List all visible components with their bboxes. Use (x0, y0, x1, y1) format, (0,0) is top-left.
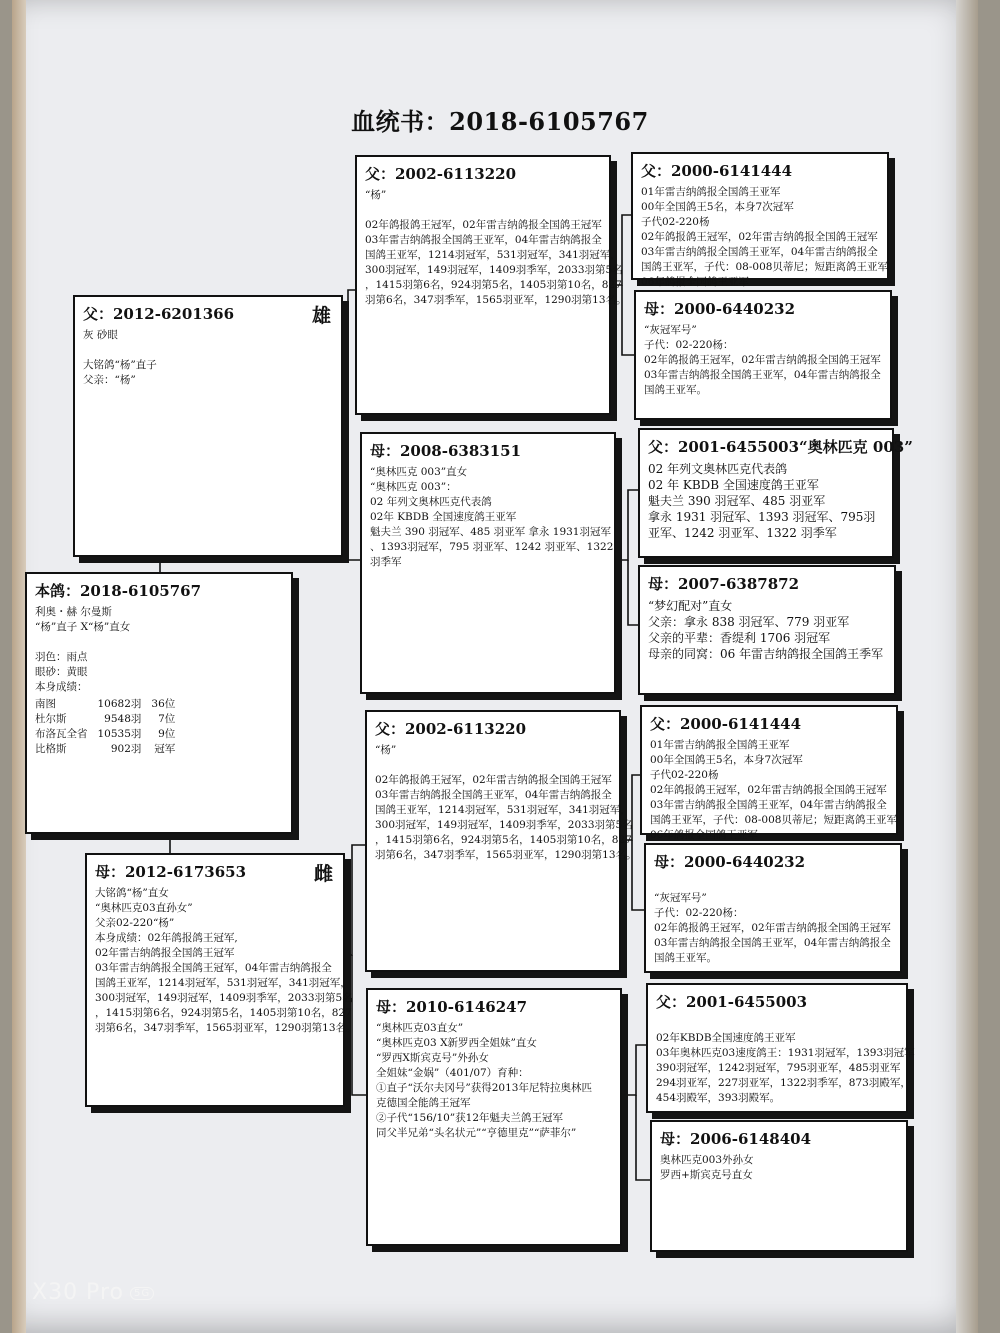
sire-dam-dam-line: 父亲的平辈：香缇利 1706 羽冠军 (648, 631, 831, 645)
race-place: 9位 (158, 728, 176, 740)
dam-dam-dam-header: 母：2006-6148404 (660, 1130, 812, 1148)
dam-dam-line: ①直子“沃尔夫冈号”获得2013年尼特拉奥林匹 (376, 1082, 592, 1094)
sire-sire-sire-line: 01年雷吉纳鸽报全国鸽王亚军 (641, 186, 781, 198)
dam-dam-sire-header: 父：2001-6455003 (656, 993, 808, 1011)
dam-line: “奥林匹克03直孙女” (95, 902, 193, 914)
dam-header: 母：2012-6173653 (95, 863, 247, 881)
sire-sire-sire-line: 子代02-220杨 (641, 216, 710, 228)
dam-sire-sire-line: 06年鸽报全国鸽王亚军 (650, 829, 758, 841)
dam-line: ，1415羽第6名，924羽第5名，1405羽第10名，827 (95, 1007, 352, 1019)
camera-watermark (32, 1280, 154, 1305)
sire-sire-sire-line: 02年鸽报鸽王冠军，02年雷吉纳鸽报全国鸽王冠军 (641, 231, 878, 243)
dam-dam-line: 同父半兄弟“头名状元”“亨德里克”“萨菲尔” (376, 1127, 577, 1139)
sire-sire-dam-card (634, 290, 892, 420)
page-edge-left (12, 0, 26, 1333)
sire-dam-sire-header: 父：2001-6455003“奥林匹克 003” (648, 438, 913, 456)
subject-line: “杨”直子 X“杨”直女 (35, 621, 131, 633)
dam-sire-line (375, 758, 611, 773)
subject-line: 利奥・赫 尔曼斯 (35, 606, 112, 618)
sire-sire-dam-header: 母：2000-6440232 (644, 300, 796, 318)
dam-dam-sire-line: 390羽冠军，1242羽冠军，795羽亚军，485羽亚军 (656, 1062, 901, 1074)
dam-sire-dam-line: 子代：02-220杨： (654, 907, 744, 919)
table-row (35, 727, 185, 742)
table-row (35, 712, 185, 727)
dam-sire-sire-line: 子代02-220杨 (650, 769, 719, 781)
sire-sire-line: 300羽冠军，149羽冠军，1409羽季军，2033羽第5名 (365, 264, 623, 276)
sire-sire-sire-line: 国鸽王亚军，子代：08-008贝蒂尼；短距离鸽王亚军 (641, 261, 888, 273)
dam-sire-sire-line: 02年鸽报鸽王冠军，02年雷吉纳鸽报全国鸽王冠军 (650, 784, 887, 796)
sire-dam-line: 魁夫兰 390 羽冠军、485 羽亚军 拿永 1931羽冠军 (370, 526, 611, 538)
subject-line: 本身成绩： (35, 681, 88, 693)
dam-dam-sire-line: 02年KBDB全国速度鸽王亚军 (656, 1032, 796, 1044)
dam-sire-dam-header: 母：2000-6440232 (654, 853, 806, 871)
dam-sire-sire-line: 01年雷吉纳鸽报全国鸽王亚军 (650, 739, 790, 751)
dam-sire-dam-line (654, 876, 892, 891)
sire-dam-line: “奥林匹克 003”直女 (370, 466, 468, 478)
race-birds: 9548羽 (104, 713, 142, 725)
dam-dam-line: 克德国全能鸽王冠军 (376, 1097, 471, 1109)
dam-line: 羽第6名，347羽季军，1565羽亚军，1290羽第13名。 (95, 1022, 357, 1034)
dam-sire-sire-header: 父：2000-6141444 (650, 715, 802, 733)
dam-sire-dam-line: 国鸽王亚军。 (654, 952, 717, 964)
watermark-text: X30 Pro (32, 1280, 124, 1305)
dam-sire-line: ，1415羽第6名，924羽第5名，1405羽第10名，827 (375, 834, 632, 846)
dam-sire-sire-card (640, 705, 898, 841)
race-birds: 10535羽 (97, 728, 142, 740)
sire-sire-dam-line: 02年鸽报鸽王冠军，02年雷吉纳鸽报全国鸽王冠军 (644, 354, 881, 366)
table-row (35, 742, 185, 757)
sire-dam-dam-line: “梦幻配对”直女 (648, 599, 733, 613)
sire-sire-dam-line: 国鸽王亚军。 (644, 384, 707, 396)
dam-dam-line: 全姐妹“金娲”（401/07）育种： (376, 1067, 529, 1079)
subject-card (25, 572, 293, 834)
dam-sex-label: 雌 (313, 863, 333, 885)
sire-line (83, 343, 333, 358)
dam-sire-line: 03年雷吉纳鸽报全国鸽王亚军，04年雷吉纳鸽报全 (375, 789, 612, 801)
page-edge-right (956, 0, 978, 1333)
sire-dam-dam-header: 母：2007-6387872 (648, 575, 800, 593)
sire-sire-card (355, 155, 627, 415)
dam-sire-sire-line: 00年全国鸽王5名，本身7次冠军 (650, 754, 803, 766)
race-birds: 10682羽 (97, 698, 142, 710)
sire-sire-line: 羽第6名，347羽季军，1565羽亚军，1290羽第13名。 (365, 294, 627, 306)
sire-sire-sire-header: 父：2000-6141444 (641, 162, 793, 180)
race-place: 36位 (151, 698, 176, 710)
subject-results-table (35, 697, 185, 757)
dam-sire-sire-line: 国鸽王亚军，子代：08-008贝蒂尼；短距离鸽王亚军 (650, 814, 897, 826)
sire-dam-sire-card (638, 428, 913, 558)
sire-sire-line (365, 203, 601, 218)
dam-sire-dam-line: 02年鸽报鸽王冠军，02年雷吉纳鸽报全国鸽王冠军 (654, 922, 891, 934)
dam-dam-sire-line (656, 1016, 898, 1031)
sire-dam-sire-line: 魁夫兰 390 羽冠军、485 羽亚军 (648, 494, 826, 508)
table-row (35, 697, 185, 712)
sire-sire-sire-line: 03年雷吉纳鸽报全国鸽王亚军，04年雷吉纳鸽报全 (641, 246, 878, 258)
sire-sire-dam-line: 子代：02-220杨： (644, 339, 734, 351)
dam-sire-card (365, 710, 637, 972)
dam-dam-sire-card (646, 983, 915, 1113)
sire-card (73, 295, 343, 557)
subject-line: 眼砂：黄眼 (35, 666, 88, 678)
sire-sire-sire-line: 00年全国鸽王5名，本身7次冠军 (641, 201, 794, 213)
sire-dam-line: “奥林匹克 003”： (370, 481, 457, 493)
dam-line: 03年雷吉纳鸽报全国鸽王冠军，04年雷吉纳鸽报全 (95, 962, 332, 974)
sire-sire-header: 父：2002-6113220 (365, 165, 517, 183)
dam-line: 02年雷吉纳鸽报全国鸽王冠军 (95, 947, 235, 959)
sire-dam-sire-line: 02 年 KBDB 全国速度鸽王亚军 (648, 478, 819, 492)
sire-sire-dam-line: 03年雷吉纳鸽报全国鸽王亚军，04年雷吉纳鸽报全 (644, 369, 881, 381)
race-birds: 902羽 (110, 743, 142, 755)
subject-header: 本鸽：2018-6105767 (35, 582, 202, 600)
dam-dam-dam-line: 罗西+斯宾克号直女 (660, 1169, 753, 1181)
dam-sire-sire-line: 03年雷吉纳鸽报全国鸽王亚军，04年雷吉纳鸽报全 (650, 799, 887, 811)
dam-dam-sire-line: 294羽亚军，227羽亚军，1322羽季军，873羽殿军， (656, 1077, 911, 1089)
sire-line: 灰 砂眼 (83, 329, 118, 341)
subject-line (35, 635, 283, 650)
race-name: 布洛瓦全省 (35, 728, 88, 740)
sire-dam-line: 02年 KBDB 全国速度鸽王亚军 (370, 511, 517, 523)
race-name: 杜尔斯 (35, 713, 67, 725)
sire-dam-sire-line: 亚军、1242 羽亚军、1322 羽季军 (648, 526, 837, 540)
dam-dam-sire-line: 03年奥林匹克03速度鸽王：1931羽冠军，1393羽冠军 (656, 1047, 915, 1059)
dam-sire-line: “杨” (375, 744, 397, 756)
sire-sex-label: 雄 (311, 305, 331, 327)
race-name: 比格斯 (35, 743, 67, 755)
sire-sire-sire-card (631, 152, 889, 288)
sire-dam-sire-line: 拿永 1931 羽冠军、1393 羽冠军、795羽 (648, 510, 876, 524)
dam-dam-line: ②子代“156/10”获12年魁夫兰鸽王冠军 (376, 1112, 564, 1124)
sire-line: 父亲：“杨” (83, 374, 136, 386)
sire-dam-card (360, 432, 616, 694)
dam-sire-line: 300羽冠军，149羽冠军，1409羽季军，2033羽第5名 (375, 819, 633, 831)
dam-line: 本身成绩：02年鸽报鸽王冠军, (95, 932, 238, 944)
sire-dam-dam-line: 父亲：拿永 838 羽冠军、779 羽亚军 (648, 615, 850, 629)
dam-sire-dam-line: 03年雷吉纳鸽报全国鸽王亚军，04年雷吉纳鸽报全 (654, 937, 891, 949)
sire-dam-line: 羽季军 (370, 556, 402, 568)
sire-dam-line: 02 年列文奥林匹克代表鸽 (370, 496, 492, 508)
dam-dam-header: 母：2010-6146247 (376, 998, 528, 1016)
race-place: 7位 (158, 713, 176, 725)
sire-sire-line: ，1415羽第6名，924羽第5名，1405羽第10名，827 (365, 279, 622, 291)
dam-sire-line: 羽第6名，347羽季军，1565羽亚军，1290羽第13名。 (375, 849, 637, 861)
dam-dam-sire-line: 454羽殿军，393羽殿军。 (656, 1092, 781, 1104)
dam-dam-dam-card (650, 1120, 908, 1252)
sire-dam-dam-card (638, 565, 896, 695)
dam-card (85, 853, 357, 1107)
sire-dam-line: 、1393羽冠军，795 羽亚军、1242 羽亚军、1322 (370, 541, 614, 553)
sire-sire-line: 国鸽王亚军，1214羽冠军，531羽冠军，341羽冠军， (365, 249, 621, 261)
dam-dam-line: “罗西X斯宾克号”外孙女 (376, 1052, 489, 1064)
race-place: 冠军 (154, 743, 176, 755)
sire-dam-dam-line: 母亲的同窝：06 年雷吉纳鸽报全国鸽王季军 (648, 647, 884, 661)
dam-sire-dam-line: “灰冠军号” (654, 892, 707, 904)
sire-sire-line: “杨” (365, 189, 387, 201)
page-title: 血统书：2018-6105767 (351, 107, 649, 136)
sire-sire-sire-line: 06年鸽报全国鸽王亚军 (641, 276, 749, 288)
dam-sire-line: 02年鸽报鸽王冠军，02年雷吉纳鸽报全国鸽王冠军 (375, 774, 612, 786)
sire-header: 父：2012-6201366 (83, 305, 235, 323)
dam-dam-card (366, 988, 622, 1246)
sire-sire-line: 02年鸽报鸽王冠军，02年雷吉纳鸽报全国鸽王冠军 (365, 219, 602, 231)
dam-sire-dam-card (644, 843, 902, 973)
sire-sire-dam-line: “灰冠军号” (644, 324, 697, 336)
dam-dam-line: “奥林匹克03 X新罗西全姐妹”直女 (376, 1037, 537, 1049)
dam-sire-line: 国鸽王亚军，1214羽冠军，531羽冠军，341羽冠军， (375, 804, 631, 816)
dam-sire-header: 父：2002-6113220 (375, 720, 527, 738)
dam-line: 300羽冠军，149羽冠军，1409羽季军，2033羽第5名 (95, 992, 353, 1004)
sire-dam-header: 母：2008-6383151 (370, 442, 522, 460)
race-name: 南图 (35, 698, 56, 710)
sire-sire-line: 03年雷吉纳鸽报全国鸽王亚军，04年雷吉纳鸽报全 (365, 234, 602, 246)
subject-line: 羽色：雨点 (35, 651, 88, 663)
dam-line: 国鸽王亚军，1214羽冠军，531羽冠军，341羽冠军， (95, 977, 351, 989)
dam-dam-dam-line: 奥林匹克003外孙女 (660, 1154, 754, 1166)
dam-line: 大铭鸽“杨”直女 (95, 887, 169, 899)
sire-line: 大铭鸽“杨”直子 (83, 359, 157, 371)
dam-dam-line: “奥林匹克03直女” (376, 1022, 464, 1034)
sire-dam-sire-line: 02 年列文奥林匹克代表鸽 (648, 462, 788, 476)
dam-line: 父亲02-220“杨” (95, 917, 175, 929)
watermark-badge: 5G (130, 1287, 154, 1300)
